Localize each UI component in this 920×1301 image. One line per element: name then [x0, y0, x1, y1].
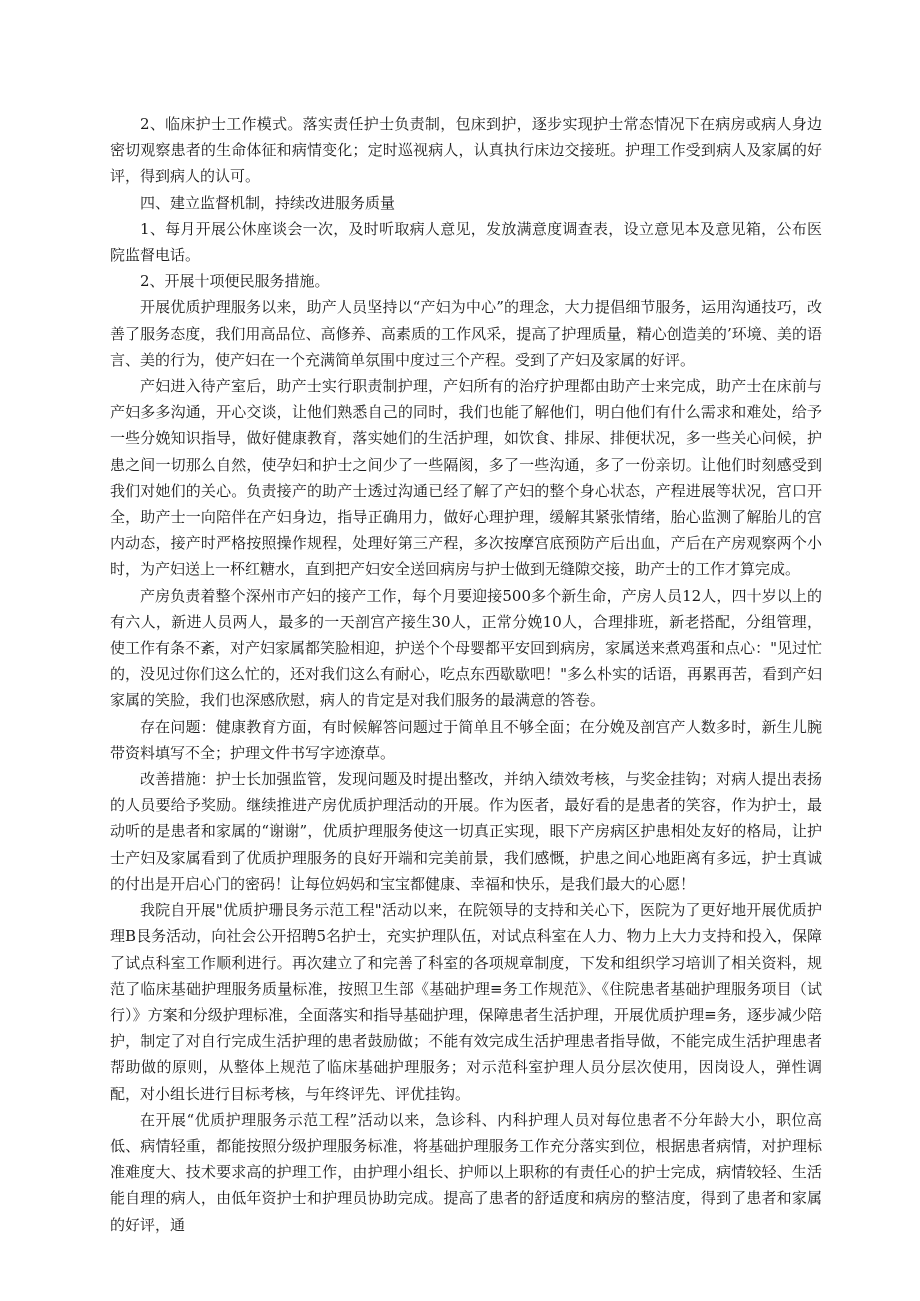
section-heading-supervision: 四、建立监督机制，持续改进服务质量 — [140, 193, 396, 212]
paragraph-emergency-internal-care: 在开展“优质护理服务示范工程”活动以来，急诊科、内科护理人员对每位患者不分年龄大小，职位高低、病情轻重，都能按照分级护理服务标准，将基础护理服务工作充分落实到位，根据患者病情，对护理标准难度大、技术要求高的护理工作，由护理小组长、护师以上职称的有责任心的护士完成，病情较轻、生活能自理的病人，由低年资护士和护理员协助完成。提高了患者的舒适度和病房的整洁度，得到了患者和家属的好评，通 — [110, 1110, 822, 1234]
paragraph-existing-problems: 存在问题：健康教育方面，有时候解答问题过于简单且不够全面；在分娩及剖宫产人数多时，新生儿腕带资料填写不全；护理文件书写字迹潦草。 — [110, 717, 822, 762]
paragraph-nursing-model: 2、临床护士工作模式。落实责任护士负责制，包床到护，逐步实现护士常态情况下在病房或病人身边密切观察患者的生命体征和病情变化；定时巡视病人，认真执行床边交接班。护理工作受到病人及家属的好评，得到病人的认可。 — [110, 115, 822, 186]
paragraph-improvement-measures: 改善措施：护士长加强监管，发现问题及时提出整改，并纳入绩效考核，与奖金挂钩；对病人提出表扬的人员要给予奖励。继续推进产房优质护理活动的开展。作为医者，最好看的是患者的笑容，作为护士，最动听的是患者和家属的“谢谢”，优质护理服务使这一切真正实现，眼下产房病区护患相处友好的格局，让护士产妇及家属看到了优质护理服务的良好开端和完美前景，我们感慨，护患之间心地距离有多远，护士真诚的付出是开启心门的密码！让每位妈妈和宝宝都健康、幸福和快乐，是我们最大的心愿！ — [110, 770, 822, 893]
document-body — [110, 111, 822, 1238]
paragraph-labor-room-care: 产妇进入待产室后，助产士实行职责制护理，产妇所有的治疗护理都由助产士来完成，助产士在床前与产妇多多沟通，开心交谈，让他们熟悉自己的同时，我们也能了解他们，明白他们有什么需求和难处，给予一些分娩知识指导，做好健康教育，落实她们的生活护理，如饮食、排尿、排便状况，多一些关心问候，护患之间一切那么自然，使孕妇和护士之间少了一些隔阂，多了一些沟通，多了一份亲切。让他们时刻感受到我们对她们的关心。负责接产的助产士透过沟通已经了解了产妇的整个身心状态，产程进展等状况，宫口开全，助产士一向陪伴在产妇身边，指导正确用力，做好心理护理，缓解其紧张情绪，胎心监测了解胎儿的宫内动态，接产时严格按照操作规程，处理好第三产程，多次按摩宫底预防产后出血，产后在产房观察两个小时，为产妇送上一杯红糖水，直到把产妇安全送回病房与护士做到无缝隙交接，助产士的工作才算完成。 — [110, 377, 822, 579]
paragraph-hospital-program: 我院自开展"优质护珊艮务示范工程"活动以来，在院领导的支持和关心下，医院为了更好地开展优质护理B艮务活动，向社会公开招聘5名护士，充实护理队伍，对试点科室在人力、物力上大力支持和投入，保障了试点科室工作顺利进行。再次建立了和完善了科室的各项规章制度，下发和组织学习培训了相关资料，规范了临床基础护理服务质量标准，按照卫生部《基础护理≡务工作规范》、《住院患者基础护理服务项目（试行）》方案和分级护理标准，全面落实和指导基础护理，保障患者生活护理，开展优质护理≡务，逐步减少陪护，制定了对自行完成生活护理的患者鼓励做；不能有效完成生活护理患者指导做，不能完成生活护理患者帮助做的原则，从整体上规范了临床基础护理服务；对示范科室护理人员分层次使用，因岗设人，弹性调配，对小组长进行目标考核，与年终评先、评优挂钩。 — [110, 901, 822, 1103]
paragraph-delivery-workload: 产房负责着整个深州市产妇的接产工作，每个月要迎接500多个新生命，产房人员12人，四十岁以上的有六人，新进人员两人，最多的一天剖宫产接生30人，正常分娩10人，合理排班，新老搭配，分组管理，使工作有条不紊，对产妇家属都笑脸相迎，护送个个母婴都平安回到病房，家属送来煮鸡蛋和点心："见过忙的，没见过你们这么忙的，还对我们这么有耐心，吃点东西歇歇吧！"多么朴实的话语，再累再苦，看到产妇家属的笑脸，我们也深感欣慰，病人的肯定是对我们服务的最满意的答卷。 — [110, 586, 822, 710]
paragraph-convenience-measures: 2、开展十项便民服务措施。 — [140, 272, 330, 291]
paragraph-monthly-forum: 1、每月开展公休座谈会一次，及时听取病人意见，发放满意度调查表，设立意见本及意见箱，公布医院监督电话。 — [110, 219, 822, 265]
paragraph-midwife-service: 开展优质护理服务以来，助产人员坚持以“产妇为中心”的理念，大力提倡细节服务，运用沟通技巧，改善了服务态度，我们用高品位、高修养、高素质的工作风采，提高了护理质量，精心创造美的’环境、美的语言、美的行为，使产妇在一个充满简单氛围中度过三个产程。受到了产妇及家属的好评。 — [110, 298, 822, 369]
